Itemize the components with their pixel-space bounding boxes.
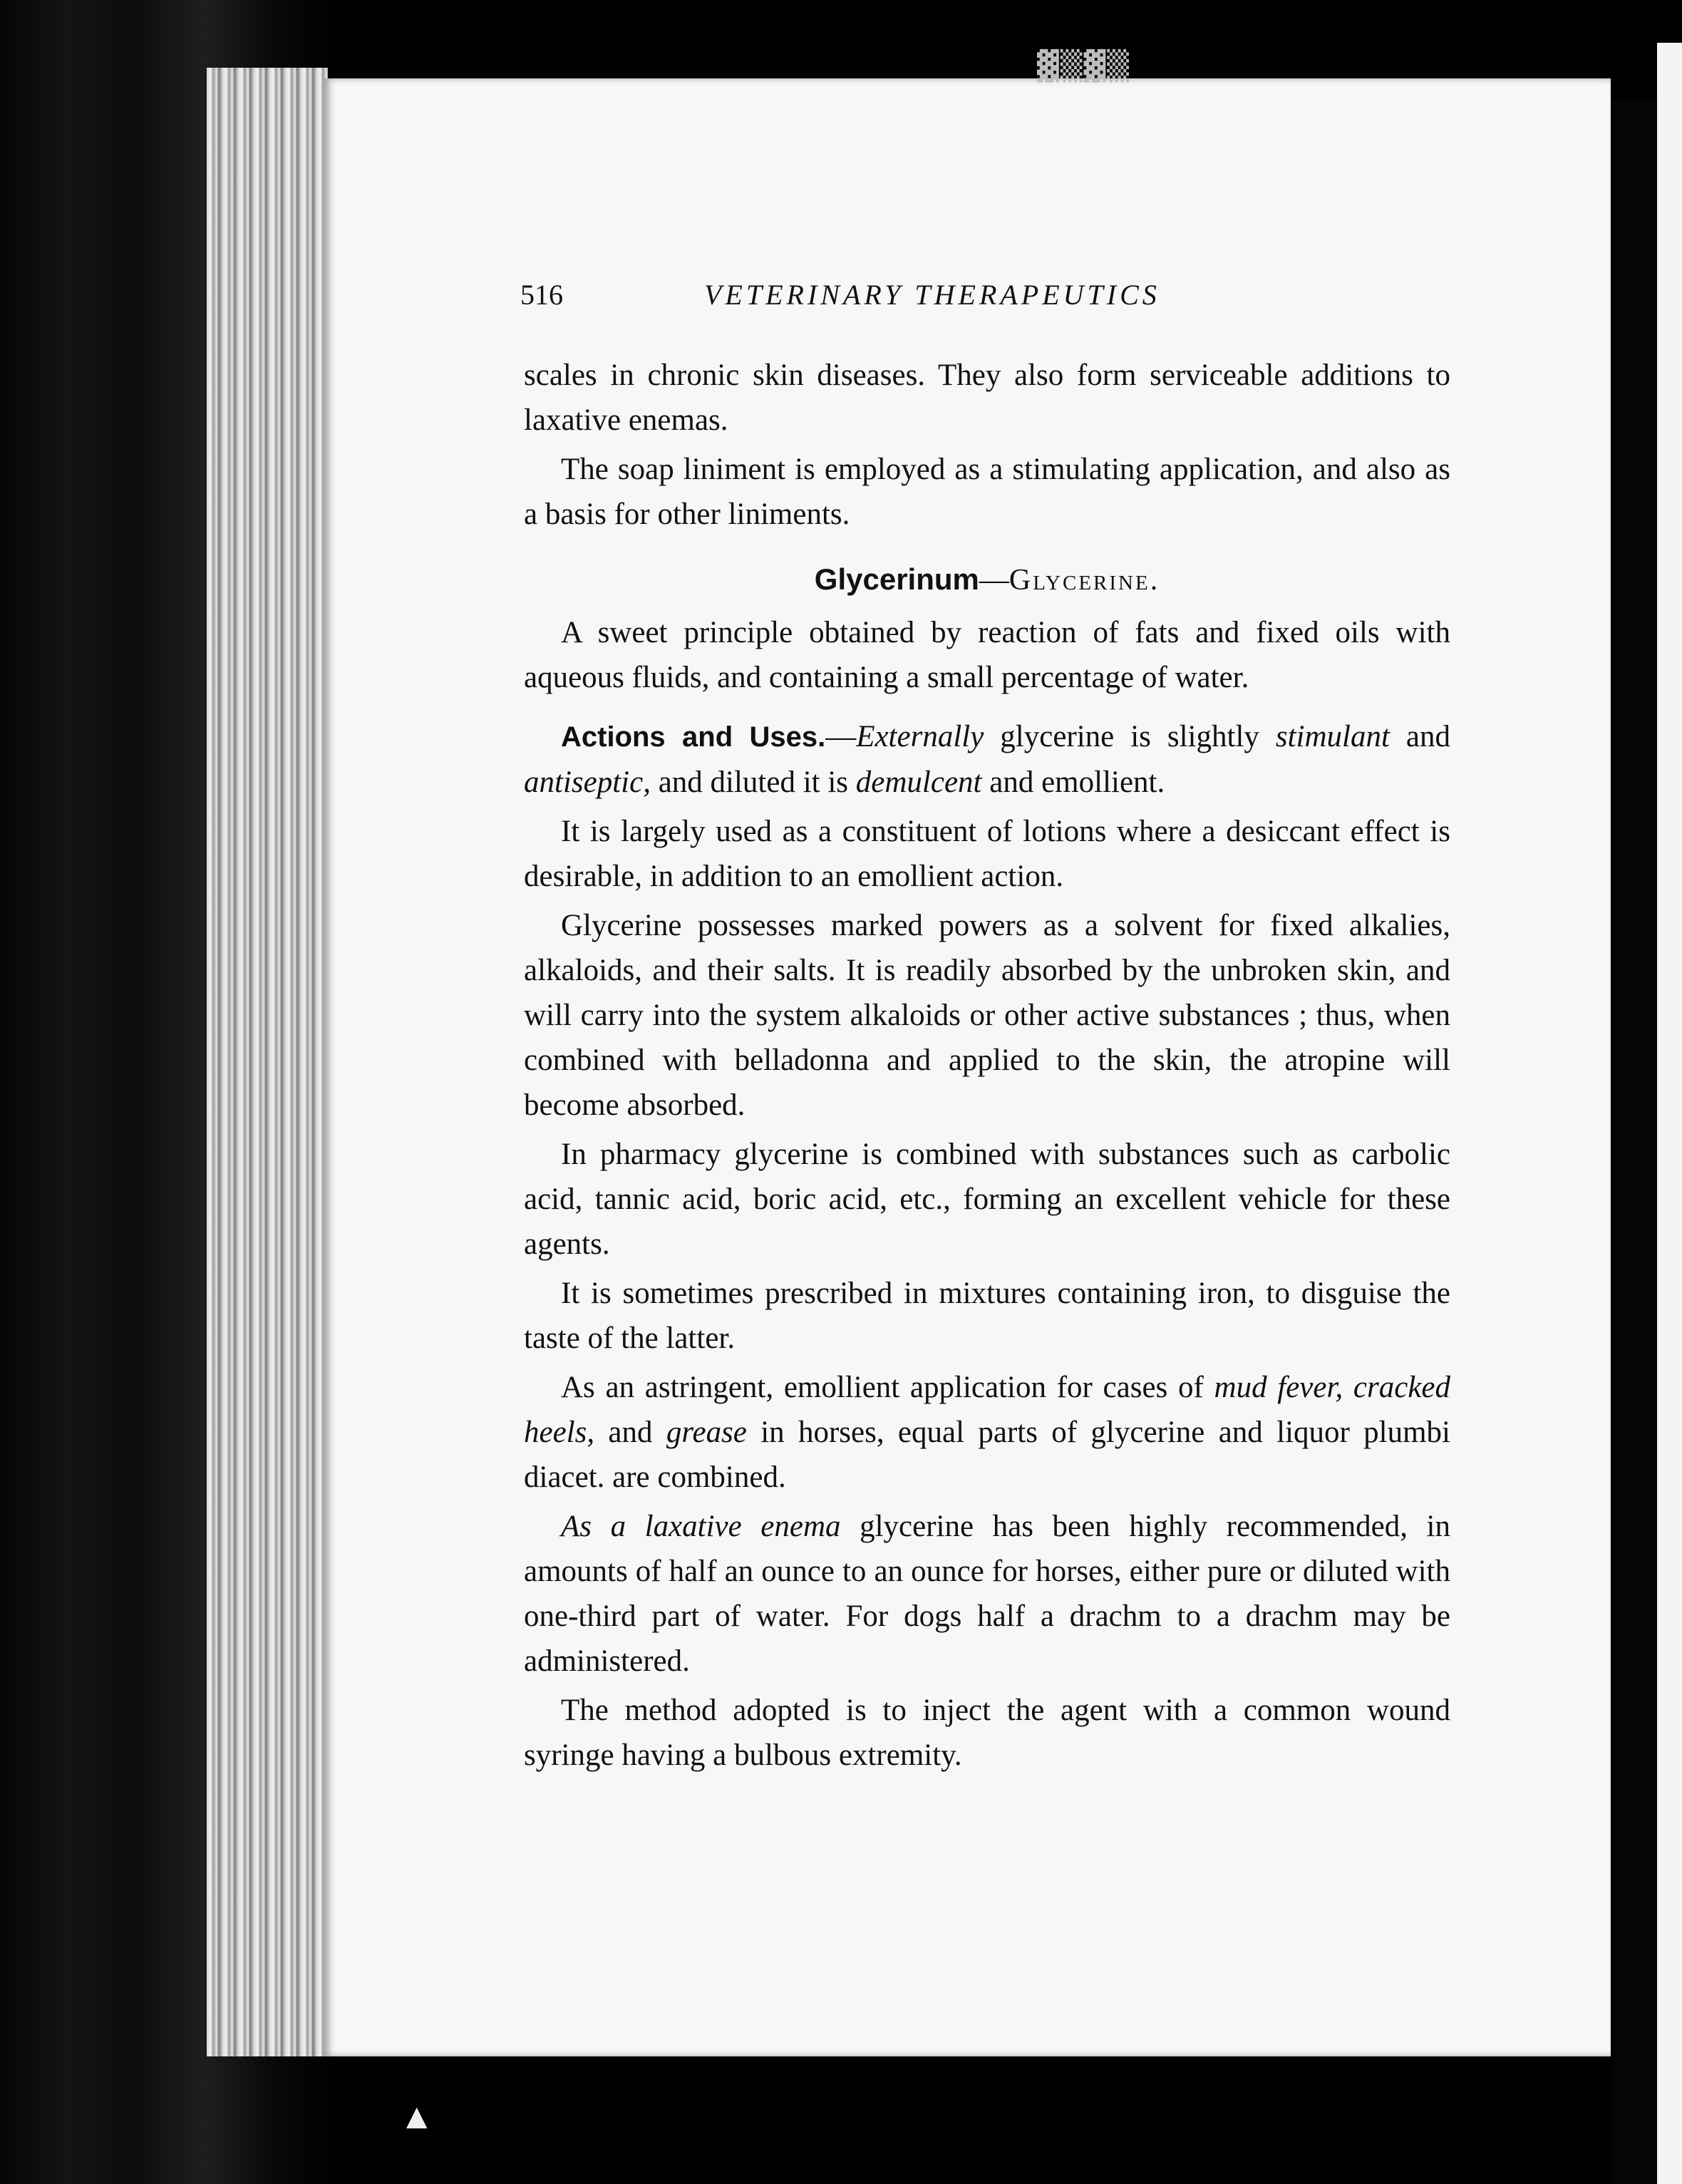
- paragraph-enema: [524, 1504, 1450, 1684]
- scan-speck: ▲: [399, 2096, 435, 2136]
- heading-dash: —: [979, 564, 1009, 597]
- section-heading: [524, 557, 1450, 603]
- paragraph-solvent: Glycerine possesses marked powers as a solvent for fixed alkalies, alkaloids, and their salts. It is readily absorbed by the unbroken skin, and will carry into the system alkaloids or other active substances ; thus, when combined with belladonna and applied to the skin, the atropine will become absorbed.: [524, 909, 1450, 1122]
- library-stamp-mark: ▓▒▓▒: [1037, 50, 1131, 83]
- text-run: As an astringent, emollient application for cases of: [561, 1371, 1214, 1404]
- running-title: VETERINARY THERAPEUTICS: [704, 279, 1160, 311]
- paragraph-method: The method adopted is to inject the agent with a common wound syringe having a bulbous extremity.: [524, 1694, 1450, 1772]
- italic-term: antiseptic,: [524, 766, 651, 799]
- text-run: and diluted it is: [650, 766, 856, 799]
- page-number: 516: [520, 279, 563, 311]
- next-page-edge: [1657, 43, 1682, 2184]
- text-run: glycerine is slightly: [984, 720, 1276, 753]
- italic-term: As a laxative enema: [561, 1510, 841, 1543]
- page-body: [524, 353, 1450, 1782]
- text-run: and: [594, 1416, 666, 1449]
- paragraph-definition: A sweet principle obtained by reaction of fats and fixed oils with aqueous fluids, and containing a small percentage of water.: [524, 616, 1450, 694]
- italic-term: grease: [666, 1416, 747, 1449]
- text-run: glycerine has been highly recommended, in amounts of half an ounce to an ounce for horses, either pure or diluted with one-third part of water. For dogs half a drachm to a drachm may be administered.: [524, 1510, 1450, 1678]
- text-run: and emollient.: [981, 766, 1165, 799]
- paragraph-pharmacy: In pharmacy glycerine is combined with substances such as carbolic acid, tannic acid, boric acid, etc., forming an excellent vehicle for these agents.: [524, 1138, 1450, 1261]
- text-run: and: [1389, 720, 1450, 753]
- heading-english-name: Glycerine.: [1008, 564, 1160, 597]
- heading-latin-name: Glycerinum: [814, 562, 979, 596]
- italic-term: Externally: [856, 720, 984, 753]
- paragraph-astringent: [524, 1365, 1450, 1500]
- paragraph-actions-uses: [524, 714, 1450, 805]
- italic-term: mud fever, cracked heels,: [524, 1371, 1450, 1449]
- italic-term: stimulant: [1275, 720, 1390, 753]
- subhead-actions-uses: Actions and Uses.: [561, 721, 826, 753]
- running-header: [520, 278, 1304, 321]
- book-page-edges: [207, 68, 328, 2056]
- paragraph-continuation: scales in chronic skin diseases. They also form serviceable additions to laxative enemas.: [524, 359, 1450, 437]
- text-run: in horses, equal parts of glycerine and liquor plumbi diacet. are combined.: [524, 1416, 1450, 1494]
- subhead-dash: —: [825, 720, 857, 753]
- paragraph-lotions: It is largely used as a constituent of lotions where a desiccant effect is desirable, in addition to an emollient action.: [524, 815, 1450, 893]
- paragraph-soap-liniment: The soap liniment is employed as a stimulating application, and also as a basis for other liniments.: [524, 453, 1450, 531]
- italic-term: demulcent: [855, 766, 982, 799]
- paragraph-iron: It is sometimes prescribed in mixtures containing iron, to disguise the taste of the latter.: [524, 1277, 1450, 1355]
